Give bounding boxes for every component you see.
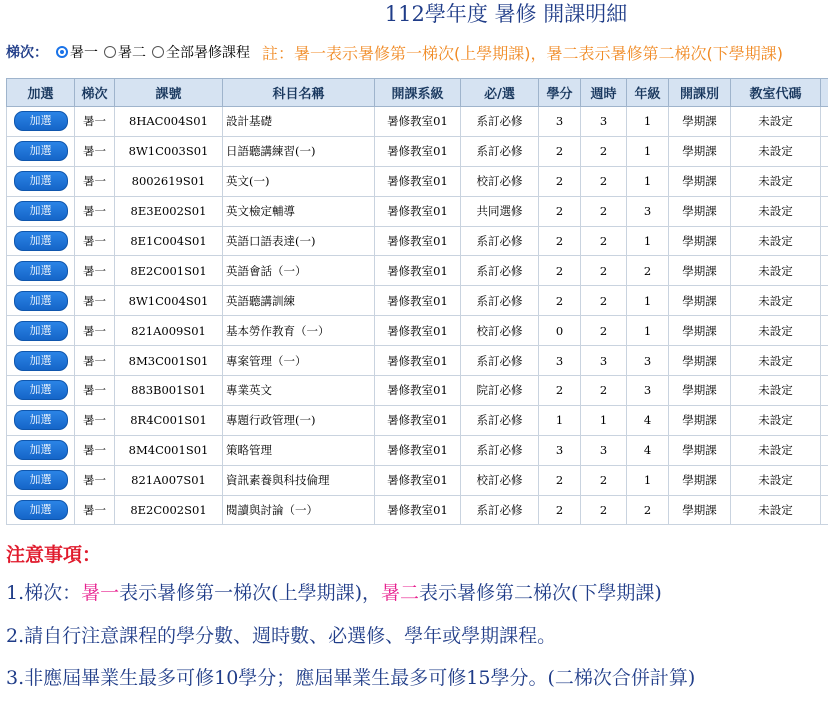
cell-weekly-hours: 3 — [581, 107, 627, 137]
add-cell — [7, 495, 75, 525]
cell-credits: 2 — [539, 376, 581, 406]
add-course-button[interactable]: 加選 — [14, 440, 68, 460]
cell-required: 校訂必修 — [461, 316, 539, 346]
add-cell — [7, 166, 75, 196]
table-row — [7, 196, 828, 226]
add-course-button[interactable]: 加選 — [14, 500, 68, 520]
cell-grade: 3 — [627, 346, 669, 376]
cell-batch: 暑一 — [75, 286, 115, 316]
add-cell — [7, 316, 75, 346]
table-row — [7, 376, 828, 406]
header-subject: 科目名稱 — [223, 79, 375, 107]
radio-all-courses[interactable] — [152, 42, 250, 62]
cell-subject: 專案管理（一） — [223, 346, 375, 376]
cell-credits: 1 — [539, 405, 581, 435]
add-course-button[interactable]: 加選 — [14, 111, 68, 131]
cell-weekly-hours: 2 — [581, 256, 627, 286]
cell-extra — [821, 495, 828, 525]
cell-grade: 2 — [627, 256, 669, 286]
cell-required: 校訂必修 — [461, 465, 539, 495]
radio-unselected-icon[interactable] — [152, 46, 164, 58]
cell-subject: 閱讀與討論（一） — [223, 495, 375, 525]
note-1-summer-2: 暑二 — [380, 582, 419, 604]
note-line-3: 3.非應屆畢業生最多可修10學分；應屆畢業生最多可修15學分。(二梯次合併計算) — [6, 667, 696, 689]
cell-grade: 2 — [627, 495, 669, 525]
cell-department: 暑修教室01 — [375, 286, 461, 316]
cell-credits: 2 — [539, 196, 581, 226]
table-row — [7, 286, 828, 316]
table-row — [7, 136, 828, 166]
cell-course-code: 883B001S01 — [115, 376, 223, 406]
cell-grade: 3 — [627, 196, 669, 226]
cell-subject: 基本勞作教育（一） — [223, 316, 375, 346]
cell-classroom: 未設定 — [731, 316, 821, 346]
add-cell — [7, 376, 75, 406]
cell-required: 系訂必修 — [461, 286, 539, 316]
cell-required: 系訂必修 — [461, 226, 539, 256]
cell-required: 院訂必修 — [461, 376, 539, 406]
cell-classroom: 未設定 — [731, 465, 821, 495]
header-batch: 梯次 — [75, 79, 115, 107]
cell-department: 暑修教室01 — [375, 405, 461, 435]
cell-department: 暑修教室01 — [375, 136, 461, 166]
add-cell — [7, 226, 75, 256]
cell-weekly-hours: 2 — [581, 136, 627, 166]
cell-classroom: 未設定 — [731, 226, 821, 256]
cell-batch: 暑一 — [75, 107, 115, 137]
cell-course-code: 8W1C003S01 — [115, 136, 223, 166]
cell-extra — [821, 286, 828, 316]
cell-credits: 2 — [539, 495, 581, 525]
table-row — [7, 107, 828, 137]
cell-grade: 4 — [627, 435, 669, 465]
header-course-code: 課號 — [115, 79, 223, 107]
add-course-button[interactable]: 加選 — [14, 201, 68, 221]
cell-course-code: 821A009S01 — [115, 316, 223, 346]
radio-summer-2[interactable] — [104, 42, 146, 62]
cell-credits: 2 — [539, 226, 581, 256]
notes-title: 注意事項： — [6, 544, 102, 566]
cell-grade: 1 — [627, 226, 669, 256]
cell-department: 暑修教室01 — [375, 107, 461, 137]
cell-grade: 1 — [627, 166, 669, 196]
cell-credits: 2 — [539, 136, 581, 166]
cell-extra — [821, 166, 828, 196]
cell-extra — [821, 136, 828, 166]
cell-extra — [821, 256, 828, 286]
add-course-button[interactable]: 加選 — [14, 261, 68, 281]
cell-grade: 1 — [627, 136, 669, 166]
cell-batch: 暑一 — [75, 465, 115, 495]
cell-department: 暑修教室01 — [375, 256, 461, 286]
radio-selected-icon[interactable] — [56, 46, 68, 58]
note-1-prefix: 1.梯次： — [6, 582, 82, 604]
table-row — [7, 256, 828, 286]
add-cell — [7, 346, 75, 376]
cell-credits: 2 — [539, 465, 581, 495]
cell-batch: 暑一 — [75, 136, 115, 166]
add-course-button[interactable]: 加選 — [14, 291, 68, 311]
cell-weekly-hours: 1 — [581, 405, 627, 435]
cell-subject: 英文檢定輔導 — [223, 196, 375, 226]
cell-grade: 1 — [627, 465, 669, 495]
cell-weekly-hours: 2 — [581, 465, 627, 495]
radio-unselected-icon[interactable] — [104, 46, 116, 58]
cell-required: 系訂必修 — [461, 405, 539, 435]
cell-required: 系訂必修 — [461, 136, 539, 166]
add-cell — [7, 435, 75, 465]
cell-classroom: 未設定 — [731, 435, 821, 465]
cell-subject: 設計基礎 — [223, 107, 375, 137]
cell-credits: 3 — [539, 435, 581, 465]
table-row — [7, 316, 828, 346]
cell-course-code: 8E3E002S01 — [115, 196, 223, 226]
note-1-summer-1: 暑一 — [81, 582, 120, 604]
cell-classroom: 未設定 — [731, 286, 821, 316]
table-row — [7, 166, 828, 196]
cell-course-type: 學期課 — [669, 166, 731, 196]
cell-weekly-hours: 3 — [581, 435, 627, 465]
cell-classroom: 未設定 — [731, 166, 821, 196]
add-course-button[interactable]: 加選 — [14, 141, 68, 161]
cell-credits: 2 — [539, 166, 581, 196]
table-row — [7, 346, 828, 376]
cell-course-type: 學期課 — [669, 256, 731, 286]
radio-summer-2-label: 暑二 — [118, 45, 146, 61]
cell-course-type: 學期課 — [669, 136, 731, 166]
cell-extra — [821, 405, 828, 435]
cell-required: 系訂必修 — [461, 107, 539, 137]
header-grade: 年級 — [627, 79, 669, 107]
cell-department: 暑修教室01 — [375, 226, 461, 256]
cell-course-type: 學期課 — [669, 435, 731, 465]
add-course-button[interactable]: 加選 — [14, 321, 68, 341]
table-row — [7, 405, 828, 435]
cell-department: 暑修教室01 — [375, 376, 461, 406]
cell-subject: 資訊素養與科技倫理 — [223, 465, 375, 495]
cell-batch: 暑一 — [75, 405, 115, 435]
add-cell — [7, 286, 75, 316]
cell-batch: 暑一 — [75, 435, 115, 465]
cell-course-code: 8E1C004S01 — [115, 226, 223, 256]
cell-subject: 策略管理 — [223, 435, 375, 465]
table-row — [7, 495, 828, 525]
cell-classroom: 未設定 — [731, 196, 821, 226]
cell-subject: 日語聽講練習(一) — [223, 136, 375, 166]
cell-course-type: 學期課 — [669, 107, 731, 137]
add-course-button[interactable]: 加選 — [14, 351, 68, 371]
add-course-button[interactable]: 加選 — [14, 410, 68, 430]
cell-batch: 暑一 — [75, 316, 115, 346]
cell-subject: 英文(一) — [223, 166, 375, 196]
cell-subject: 專題行政管理(一) — [223, 405, 375, 435]
cell-classroom: 未設定 — [731, 405, 821, 435]
cell-classroom: 未設定 — [731, 256, 821, 286]
cell-subject: 專業英文 — [223, 376, 375, 406]
cell-grade: 1 — [627, 286, 669, 316]
cell-course-type: 學期課 — [669, 196, 731, 226]
add-course-button[interactable]: 加選 — [14, 231, 68, 251]
cell-classroom: 未設定 — [731, 346, 821, 376]
cell-department: 暑修教室01 — [375, 196, 461, 226]
cell-extra — [821, 465, 828, 495]
cell-required: 系訂必修 — [461, 495, 539, 525]
note-line-2: 2.請自行注意課程的學分數、週時數、必選修、學年或學期課程。 — [6, 625, 557, 647]
cell-department: 暑修教室01 — [375, 316, 461, 346]
cell-grade: 3 — [627, 376, 669, 406]
cell-extra — [821, 376, 828, 406]
cell-grade: 4 — [627, 405, 669, 435]
add-cell — [7, 107, 75, 137]
table-row — [7, 226, 828, 256]
cell-department: 暑修教室01 — [375, 495, 461, 525]
cell-credits: 2 — [539, 286, 581, 316]
cell-weekly-hours: 2 — [581, 196, 627, 226]
cell-batch: 暑一 — [75, 346, 115, 376]
cell-credits: 3 — [539, 107, 581, 137]
cell-extra — [821, 226, 828, 256]
cell-batch: 暑一 — [75, 256, 115, 286]
cell-extra — [821, 435, 828, 465]
header-classroom: 教室代碼 — [731, 79, 821, 107]
cell-credits: 3 — [539, 346, 581, 376]
batch-note: 註：暑一表示暑修第一梯次(上學期課)，暑二表示暑修第二梯次(下學期課) — [262, 43, 783, 63]
cell-weekly-hours: 2 — [581, 226, 627, 256]
cell-required: 系訂必修 — [461, 346, 539, 376]
radio-all-courses-label: 全部暑修課程 — [166, 45, 250, 61]
header-extra — [821, 79, 828, 107]
cell-course-type: 學期課 — [669, 226, 731, 256]
note-line-1 — [6, 578, 662, 605]
course-table — [6, 78, 828, 525]
cell-department: 暑修教室01 — [375, 346, 461, 376]
cell-extra — [821, 107, 828, 137]
cell-batch: 暑一 — [75, 196, 115, 226]
add-cell — [7, 465, 75, 495]
header-add: 加選 — [7, 79, 75, 107]
cell-weekly-hours: 2 — [581, 495, 627, 525]
cell-classroom: 未設定 — [731, 136, 821, 166]
cell-weekly-hours: 2 — [581, 166, 627, 196]
cell-course-type: 學期課 — [669, 376, 731, 406]
cell-course-type: 學期課 — [669, 405, 731, 435]
cell-department: 暑修教室01 — [375, 435, 461, 465]
cell-classroom: 未設定 — [731, 495, 821, 525]
batch-filter-label: 梯次： — [6, 45, 48, 61]
cell-grade: 1 — [627, 316, 669, 346]
cell-course-code: 8W1C004S01 — [115, 286, 223, 316]
add-course-button[interactable]: 加選 — [14, 470, 68, 490]
add-course-button[interactable]: 加選 — [14, 380, 68, 400]
cell-required: 校訂必修 — [461, 166, 539, 196]
cell-required: 系訂必修 — [461, 435, 539, 465]
cell-batch: 暑一 — [75, 166, 115, 196]
cell-extra — [821, 346, 828, 376]
cell-credits: 2 — [539, 256, 581, 286]
header-department: 開課系級 — [375, 79, 461, 107]
header-weekly-hours: 週時 — [581, 79, 627, 107]
cell-batch: 暑一 — [75, 495, 115, 525]
cell-course-code: 8E2C002S01 — [115, 495, 223, 525]
cell-subject: 英語口語表達(一) — [223, 226, 375, 256]
cell-course-code: 8R4C001S01 — [115, 405, 223, 435]
header-credits: 學分 — [539, 79, 581, 107]
add-cell — [7, 405, 75, 435]
cell-course-code: 8002619S01 — [115, 166, 223, 196]
cell-extra — [821, 196, 828, 226]
cell-weekly-hours: 2 — [581, 376, 627, 406]
cell-course-code: 821A007S01 — [115, 465, 223, 495]
cell-subject: 英語會話（一） — [223, 256, 375, 286]
cell-weekly-hours: 2 — [581, 316, 627, 346]
table-row — [7, 435, 828, 465]
cell-subject: 英語聽講訓練 — [223, 286, 375, 316]
table-row — [7, 465, 828, 495]
cell-course-type: 學期課 — [669, 286, 731, 316]
add-cell — [7, 196, 75, 226]
cell-grade: 1 — [627, 107, 669, 137]
cell-extra — [821, 316, 828, 346]
batch-filter — [6, 38, 828, 66]
cell-course-code: 8HAC004S01 — [115, 107, 223, 137]
cell-credits: 0 — [539, 316, 581, 346]
cell-department: 暑修教室01 — [375, 166, 461, 196]
cell-batch: 暑一 — [75, 226, 115, 256]
page-title: 112學年度 暑修 開課明細 — [384, 2, 628, 26]
cell-required: 共同選修 — [461, 196, 539, 226]
header-required: 必/選 — [461, 79, 539, 107]
cell-batch: 暑一 — [75, 376, 115, 406]
cell-course-code: 8M4C001S01 — [115, 435, 223, 465]
radio-summer-1[interactable] — [56, 42, 98, 62]
cell-weekly-hours: 3 — [581, 346, 627, 376]
add-cell — [7, 136, 75, 166]
cell-course-code: 8M3C001S01 — [115, 346, 223, 376]
add-cell — [7, 256, 75, 286]
cell-classroom: 未設定 — [731, 107, 821, 137]
note-1-text-1: 表示暑修第一梯次(上學期課)， — [119, 582, 381, 604]
cell-department: 暑修教室01 — [375, 465, 461, 495]
note-1-text-2: 表示暑修第二梯次(下學期課) — [419, 582, 662, 604]
header-course-type: 開課別 — [669, 79, 731, 107]
table-header-row — [7, 79, 828, 107]
cell-course-type: 學期課 — [669, 495, 731, 525]
cell-course-code: 8E2C001S01 — [115, 256, 223, 286]
cell-course-type: 學期課 — [669, 346, 731, 376]
cell-course-type: 學期課 — [669, 465, 731, 495]
cell-weekly-hours: 2 — [581, 286, 627, 316]
add-course-button[interactable]: 加選 — [14, 171, 68, 191]
cell-classroom: 未設定 — [731, 376, 821, 406]
radio-summer-1-label: 暑一 — [70, 45, 98, 61]
cell-course-type: 學期課 — [669, 316, 731, 346]
cell-required: 系訂必修 — [461, 256, 539, 286]
